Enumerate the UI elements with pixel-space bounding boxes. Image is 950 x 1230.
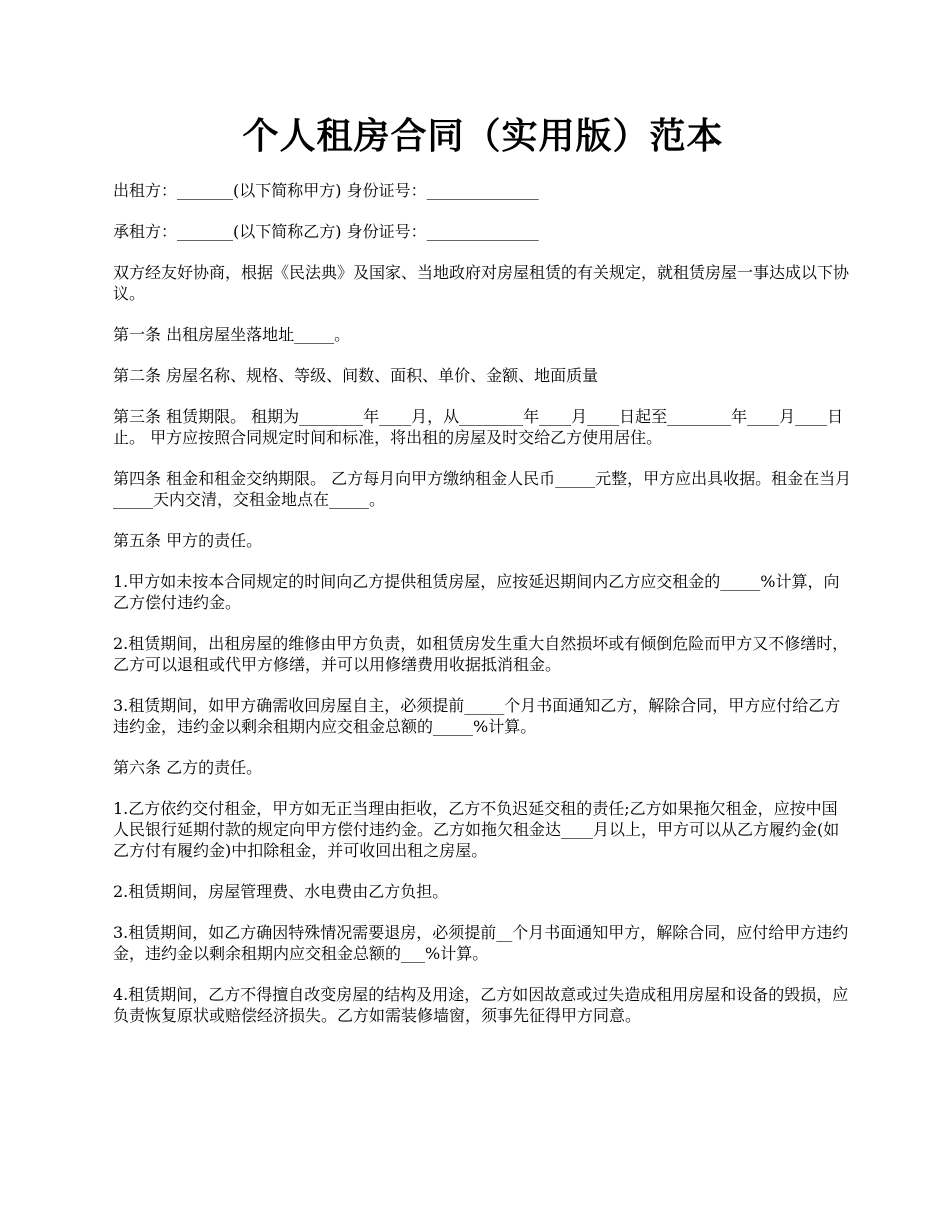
article-5-item-1: 1.甲方如未按本合同规定的时间向乙方提供租赁房屋，应按延迟期间内乙方应交租金的_____%计算，向乙方偿付违约金。	[113, 572, 840, 612]
article-5-item-3: 3.租赁期间，如甲方确需收回房屋自主，必须提前_____个月书面通知乙方，解除合同，甲方应付给乙方违约金，违约金以剩余租期内应交租金总额的_____%计算。	[113, 696, 841, 736]
preamble-paragraph: 双方经友好协商，根据《民法典》及国家、当地政府对房屋租赁的有关规定，就租赁房屋一事达成以下协议。	[113, 263, 850, 303]
article-6-heading: 第六条 乙方的责任。	[113, 758, 263, 777]
article-4: 第四条 租金和租金交纳期限。 乙方每月向甲方缴纳租金人民币_____元整，甲方应出具收据。租金在当月_____天内交清，交租金地点在_____。	[113, 469, 852, 509]
lessor-line: 出租方：_______(以下简称甲方) 身份证号：______________	[113, 181, 539, 200]
article-6-item-4: 4.租赁期间，乙方不得擅自改变房屋的结构及用途，乙方如因故意或过失造成租用房屋和设备的毁损，应负责恢复原状或赔偿经济损失。乙方如需装修墙窗，须事先征得甲方同意。	[113, 985, 849, 1025]
document-page	[113, 112, 853, 1046]
document-title: 个人租房合同（实用版）范本	[242, 115, 724, 157]
article-6-item-1: 1.乙方依约交付租金，甲方如无正当理由拒收，乙方不负迟延交租的责任;乙方如果拖欠租金，应按中国人民银行延期付款的规定向甲方偿付违约金。乙方如拖欠租金达____月以上，甲方可以从乙方履约金(如乙方付有履约金)中扣除租金，并可收回出租之房屋。	[113, 799, 840, 860]
article-1: 第一条 出租房屋坐落地址_____。	[113, 325, 351, 344]
article-5-item-2: 2.租赁期间，出租房屋的维修由甲方负责，如租赁房发生重大自然损坏或有倾倒危险而甲方又不修缮时，乙方可以退租或代甲方修缮，并可以用修缮费用收据抵消租金。	[113, 634, 849, 674]
article-2: 第二条 房屋名称、规格、等级、间数、面积、单价、金额、地面质量	[113, 366, 599, 385]
article-6-item-3: 3.租赁期间，如乙方确因特殊情况需要退房，必须提前__个月书面通知甲方，解除合同，应付给甲方违约金，违约金以剩余租期内应交租金总额的___%计算。	[113, 923, 849, 963]
article-6-item-2: 2.租赁期间，房屋管理费、水电费由乙方负担。	[113, 882, 449, 901]
article-5-heading: 第五条 甲方的责任。	[113, 531, 263, 550]
article-3: 第三条 租赁期限。 租期为________年____月，从________年____月____日起至________年____月____日止。 甲方应按照合同规定时间和标准，将出租的房屋及时交给乙方使用居住。	[113, 407, 844, 447]
lessee-line: 承租方：_______(以下简称乙方) 身份证号：______________	[113, 222, 539, 241]
